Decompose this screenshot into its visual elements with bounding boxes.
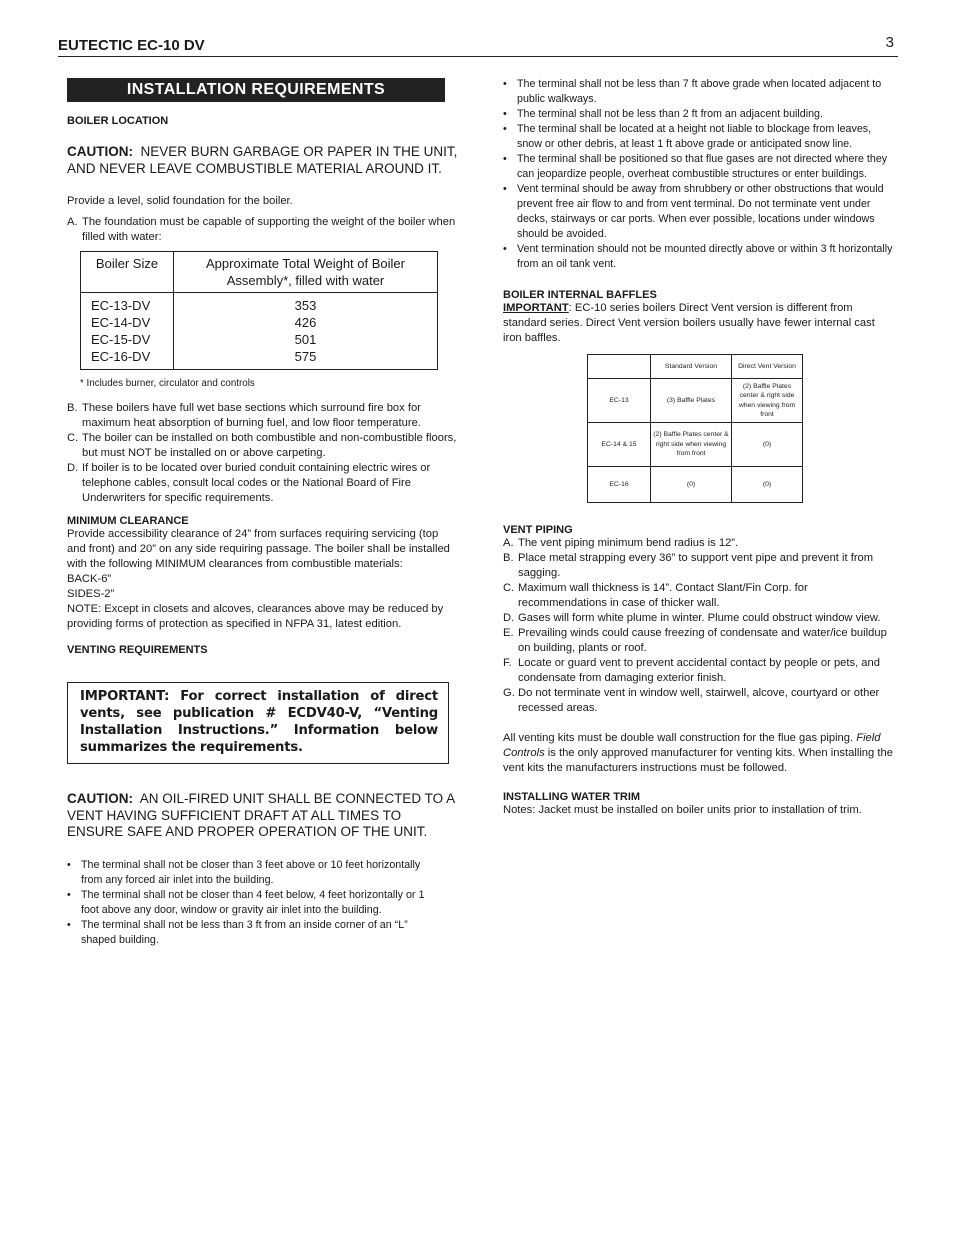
- list-marker: A.: [67, 216, 78, 228]
- list-item: [67, 401, 459, 431]
- list-text: Prevailing winds could cause freezing of condensate and water/ice buildup on building, plants or roof.: [518, 627, 887, 654]
- list-item: [67, 461, 459, 506]
- table-cell: (0): [732, 467, 803, 503]
- foundation-list: [67, 215, 459, 245]
- list-marker: F.: [503, 657, 512, 669]
- kits-text: is the only approved manufacturer for venting kits. When installing the vent kits the manufacturers instructions must be followed.: [503, 747, 893, 774]
- list-text: Maximum wall thickness is 14”. Contact Slant/Fin Corp. for recommendations in case of thicker wall.: [518, 582, 808, 609]
- caution-text: NEVER BURN GARBAGE OR PAPER IN THE UNIT, AND NEVER LEAVE COMBUSTIBLE MATERIAL AROUND IT.: [67, 144, 458, 176]
- caution-combustibles: [67, 144, 459, 177]
- table-row: [588, 423, 803, 467]
- list-marker: C.: [67, 432, 79, 444]
- table-row: [81, 293, 438, 370]
- caution-draft: [67, 791, 459, 841]
- caution-label: CAUTION:: [67, 791, 133, 806]
- table-header-weight: Approximate Total Weight of Boiler Assembly*, filled with water: [174, 252, 438, 293]
- list-item: [503, 551, 895, 581]
- table-cell: (0): [651, 467, 732, 503]
- caution-label: CAUTION:: [67, 144, 133, 159]
- foundation-text: Provide a level, solid foundation for the boiler.: [67, 195, 293, 207]
- vent-piping-heading: VENT PIPING: [503, 524, 573, 536]
- vent-piping-list: [503, 536, 895, 716]
- table-row: [588, 379, 803, 423]
- list-marker: A.: [503, 537, 514, 549]
- list-marker: B.: [67, 402, 78, 414]
- location-list: [67, 401, 459, 506]
- list-item: • The terminal shall not be less than 7 ft above grade when located adjacent to public walkways.: [503, 77, 895, 107]
- important-label: IMPORTANT: [503, 302, 569, 314]
- list-item: • The terminal shall not be closer than 3 feet above or 10 feet horizontally from any forced air inlet into the building.: [67, 858, 437, 888]
- list-item: [67, 215, 459, 245]
- section-banner: INSTALLATION REQUIREMENTS: [67, 78, 445, 102]
- table-cell: EC-16: [588, 467, 651, 503]
- list-item: • The terminal shall not be closer than 4 feet below, 4 feet horizontally or 1 foot above any door, window or gravity air inlet into the building.: [67, 888, 437, 918]
- table-cell-sizes: [81, 293, 174, 370]
- list-item: [503, 536, 895, 551]
- venting-kits-text: [503, 731, 895, 776]
- table-header-cell: [588, 355, 651, 379]
- list-item: [503, 611, 895, 626]
- list-item: • The terminal shall be located at a height not liable to blockage from leaves, snow or other debris, at least 1 ft above grade or anticipated snow line.: [503, 122, 895, 152]
- size-value: EC-13-DV: [91, 298, 151, 313]
- list-marker: C.: [503, 582, 515, 594]
- clearance-note: NOTE: Except in closets and alcoves, clearances above may be reduced by providing forms of protection as specified in NFPA 31, latest edition.: [67, 603, 444, 630]
- list-text: If boiler is to be located over buried conduit containing electric wires or telephone cables, consult local codes or the National Board of Fire Underwriters for specific requirements.: [82, 462, 431, 504]
- weight-value: 426: [294, 315, 317, 330]
- list-item: [503, 656, 895, 686]
- list-item: [503, 686, 895, 716]
- caution-text: AN OIL-FIRED UNIT SHALL BE CONNECTED TO A VENT HAVING SUFFICIENT DRAFT AT ALL TIMES TO ENSURE SAFE AND PROPER OPERATION OF THE UNIT.: [67, 791, 455, 839]
- kits-manufacturer: Field Controls: [503, 732, 881, 759]
- water-trim-text: Notes: Jacket must be installed on boiler units prior to installation of trim.: [503, 804, 862, 816]
- table-header-size: Boiler Size: [81, 252, 174, 293]
- list-marker: D.: [503, 612, 515, 624]
- list-text: The boiler can be installed on both combustible and non-combustible floors, but must NOT be installed on or above carpeting.: [82, 432, 457, 459]
- baffles-text: [503, 301, 895, 346]
- list-text: These boilers have full wet base sections which surround fire box for maximum heat absorption of burning fuel, and low floor temperature.: [82, 402, 421, 429]
- size-value: EC-16-DV: [91, 349, 151, 364]
- baffles-body: : EC-10 series boilers Direct Vent version is different from standard series. Direct Vent version boilers usually have fewer internal cast iron baffles.: [503, 302, 875, 344]
- boiler-weight-table: [80, 251, 438, 370]
- important-notice-box: IMPORTANT: For correct installation of direct vents, see publication # ECDV40-V, “Venting Installation Instructions.” Information below summarizes the requirements.: [67, 682, 449, 764]
- list-text: The foundation must be capable of supporting the weight of the boiler when filled with water:: [82, 216, 456, 243]
- table-header-row: [81, 252, 438, 293]
- list-marker: G.: [503, 687, 515, 699]
- water-trim-heading: INSTALLING WATER TRIM: [503, 791, 641, 803]
- table-header-row: [588, 355, 803, 379]
- list-text: Do not terminate vent in window well, stairwell, alcove, courtyard or other recessed areas.: [518, 687, 880, 714]
- list-marker: B.: [503, 552, 514, 564]
- venting-heading: VENTING REQUIREMENTS: [67, 644, 208, 656]
- baffle-table: [587, 354, 803, 503]
- list-item: • The terminal shall be positioned so that flue gases are not directed where they can jeopardize people, overheat combustible structures or enter buildings.: [503, 152, 895, 182]
- baffles-heading: BOILER INTERNAL BAFFLES: [503, 289, 657, 301]
- table-header-cell: Direct Vent Version: [732, 355, 803, 379]
- list-item: [503, 581, 895, 611]
- list-text: Locate or guard vent to prevent accidental contact by people or pets, and condensate from damaging exterior finish.: [518, 657, 880, 684]
- terminal-bullets-continued: [503, 77, 895, 272]
- list-item: [67, 431, 459, 461]
- table-footnote: * Includes burner, circulator and controls: [80, 378, 255, 389]
- min-clearance-text: Provide accessibility clearance of 24” from surfaces requiring servicing (top and front) and 20” on any side requiring passage. The boiler shall be installed with the following MINIMUM clearances from combustible materials:: [67, 528, 450, 570]
- list-text: Gases will form white plume in winter. Plume could obstruct window view.: [518, 612, 881, 624]
- weight-value: 353: [294, 298, 317, 313]
- table-cell: EC-14 & 15: [588, 423, 651, 467]
- list-item: • The terminal shall not be less than 3 ft from an inside corner of an “L” shaped building.: [67, 918, 437, 948]
- left-column: [67, 78, 459, 948]
- clearance-back: BACK-6”: [67, 573, 112, 585]
- list-item: • The terminal shall not be less than 2 ft from an adjacent building.: [503, 107, 895, 122]
- list-text: Place metal strapping every 36” to support vent pipe and prevent it from sagging.: [518, 552, 874, 579]
- clearance-sides: SIDES-2”: [67, 588, 115, 600]
- table-row: [588, 467, 803, 503]
- table-cell-weights: [174, 293, 438, 370]
- list-marker: E.: [503, 627, 514, 639]
- right-column: [503, 77, 895, 818]
- list-item: [503, 626, 895, 656]
- table-cell: (2) Baffle Plates center & right side when viewing from front: [651, 423, 732, 467]
- list-item: • Vent termination should not be mounted directly above or within 3 ft horizontally from an oil tank vent.: [503, 242, 895, 272]
- size-value: EC-14-DV: [91, 315, 151, 330]
- kits-text: All venting kits must be double wall construction for the flue gas piping.: [503, 732, 857, 744]
- table-cell: (3) Baffle Plates: [651, 379, 732, 423]
- page-number: 3: [885, 34, 894, 51]
- table-cell: (0): [732, 423, 803, 467]
- weight-value: 501: [294, 332, 317, 347]
- terminal-bullets: [67, 858, 437, 948]
- table-header-cell: Standard Version: [651, 355, 732, 379]
- list-text: The vent piping minimum bend radius is 12”.: [518, 537, 739, 549]
- size-value: EC-15-DV: [91, 332, 151, 347]
- boiler-location-heading: BOILER LOCATION: [67, 115, 169, 127]
- list-marker: D.: [67, 462, 79, 474]
- table-cell: (2) Baffle Plates center & right side when viewing from front: [732, 379, 803, 423]
- weight-value: 575: [294, 349, 317, 364]
- min-clearance-heading: MINIMUM CLEARANCE: [67, 515, 189, 527]
- list-item: • Vent terminal should be away from shrubbery or other obstructions that would prevent free air flow to and from vent terminal. Do not terminate vent under decks, stairways or car ports. When ever possible, locations under windows should be avoided.: [503, 182, 895, 242]
- document-title: EUTECTIC EC-10 DV: [58, 37, 205, 54]
- page-header: [58, 34, 898, 57]
- table-cell: EC-13: [588, 379, 651, 423]
